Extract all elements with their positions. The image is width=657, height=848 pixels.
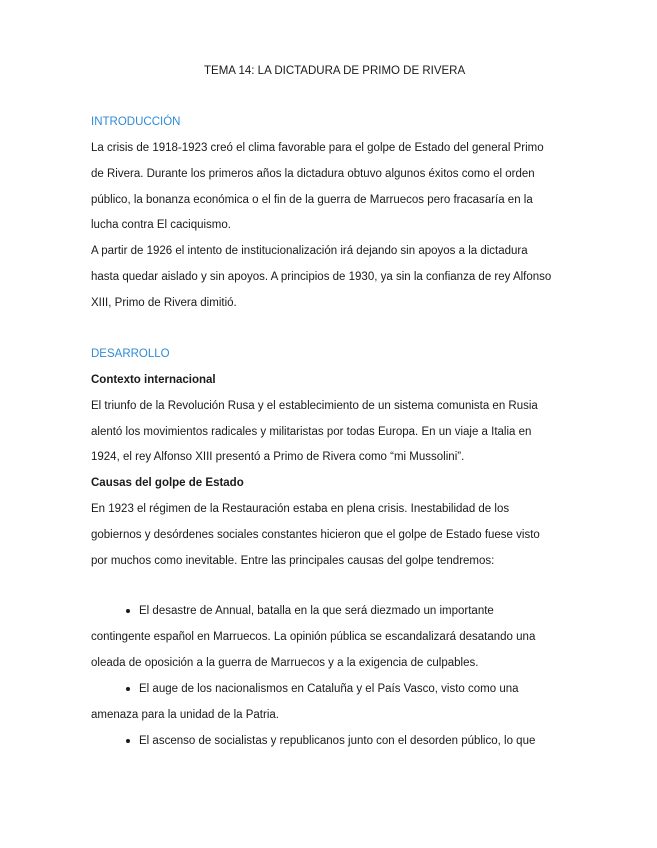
bullet-item-line: oleada de oposición a la guerra de Marruecos y a la exigencia de culpables.: [91, 657, 479, 669]
bullet-item-line: El desastre de Annual, batalla en la que será diezmado un importante: [139, 605, 494, 617]
paragraph-line: público, la bonanza económica o el fin de la guerra de Marruecos pero fracasaría en la: [91, 194, 533, 206]
subheading-causas-golpe: Causas del golpe de Estado: [91, 477, 244, 489]
bullet-marker: [126, 687, 130, 691]
section-heading-desarrollo: DESARROLLO: [91, 348, 170, 360]
bullet-item-line: El ascenso de socialistas y republicanos junto con el desorden público, lo que: [139, 735, 536, 747]
document-title: TEMA 14: LA DICTADURA DE PRIMO DE RIVERA: [204, 65, 466, 77]
bullet-item-line: El auge de los nacionalismos en Cataluña y el País Vasco, visto como una: [139, 683, 519, 695]
section-heading-introduccion: INTRODUCCIÓN: [91, 116, 181, 128]
paragraph-line: 1924, el rey Alfonso XIII presentó a Primo de Rivera como “mi Mussolini”.: [91, 451, 465, 463]
paragraph-line: por muchos como inevitable. Entre las principales causas del golpe tendremos:: [91, 555, 495, 567]
paragraph-line: A partir de 1926 el intento de institucionalización irá dejando sin apoyos a la dictadura: [91, 245, 528, 257]
paragraph-line: XIII, Primo de Rivera dimitió.: [91, 297, 237, 309]
paragraph-line: El triunfo de la Revolución Rusa y el establecimiento de un sistema comunista en Rusia: [91, 400, 538, 412]
paragraph-line: gobiernos y desórdenes sociales constantes hicieron que el golpe de Estado fuese visto: [91, 529, 540, 541]
bullet-marker: [126, 609, 130, 613]
subheading-contexto-internacional: Contexto internacional: [91, 374, 216, 386]
bullet-item-line: amenaza para la unidad de la Patria.: [91, 709, 279, 721]
paragraph-line: lucha contra El caciquismo.: [91, 219, 231, 231]
bullet-item-line: contingente español en Marruecos. La opinión pública se escandalizará desatando una: [91, 631, 536, 643]
paragraph-line: En 1923 el régimen de la Restauración estaba en plena crisis. Inestabilidad de los: [91, 503, 510, 515]
paragraph-line: La crisis de 1918-1923 creó el clima favorable para el golpe de Estado del general Primo: [91, 142, 544, 154]
paragraph-line: alentó los movimientos radicales y militaristas por todas Europa. En un viaje a Italia en: [91, 426, 532, 438]
paragraph-line: de Rivera. Durante los primeros años la dictadura obtuvo algunos éxitos como el orden: [91, 168, 535, 180]
bullet-marker: [126, 739, 130, 743]
paragraph-line: hasta quedar aislado y sin apoyos. A principios de 1930, ya sin la confianza de rey Alfonso: [91, 271, 552, 283]
